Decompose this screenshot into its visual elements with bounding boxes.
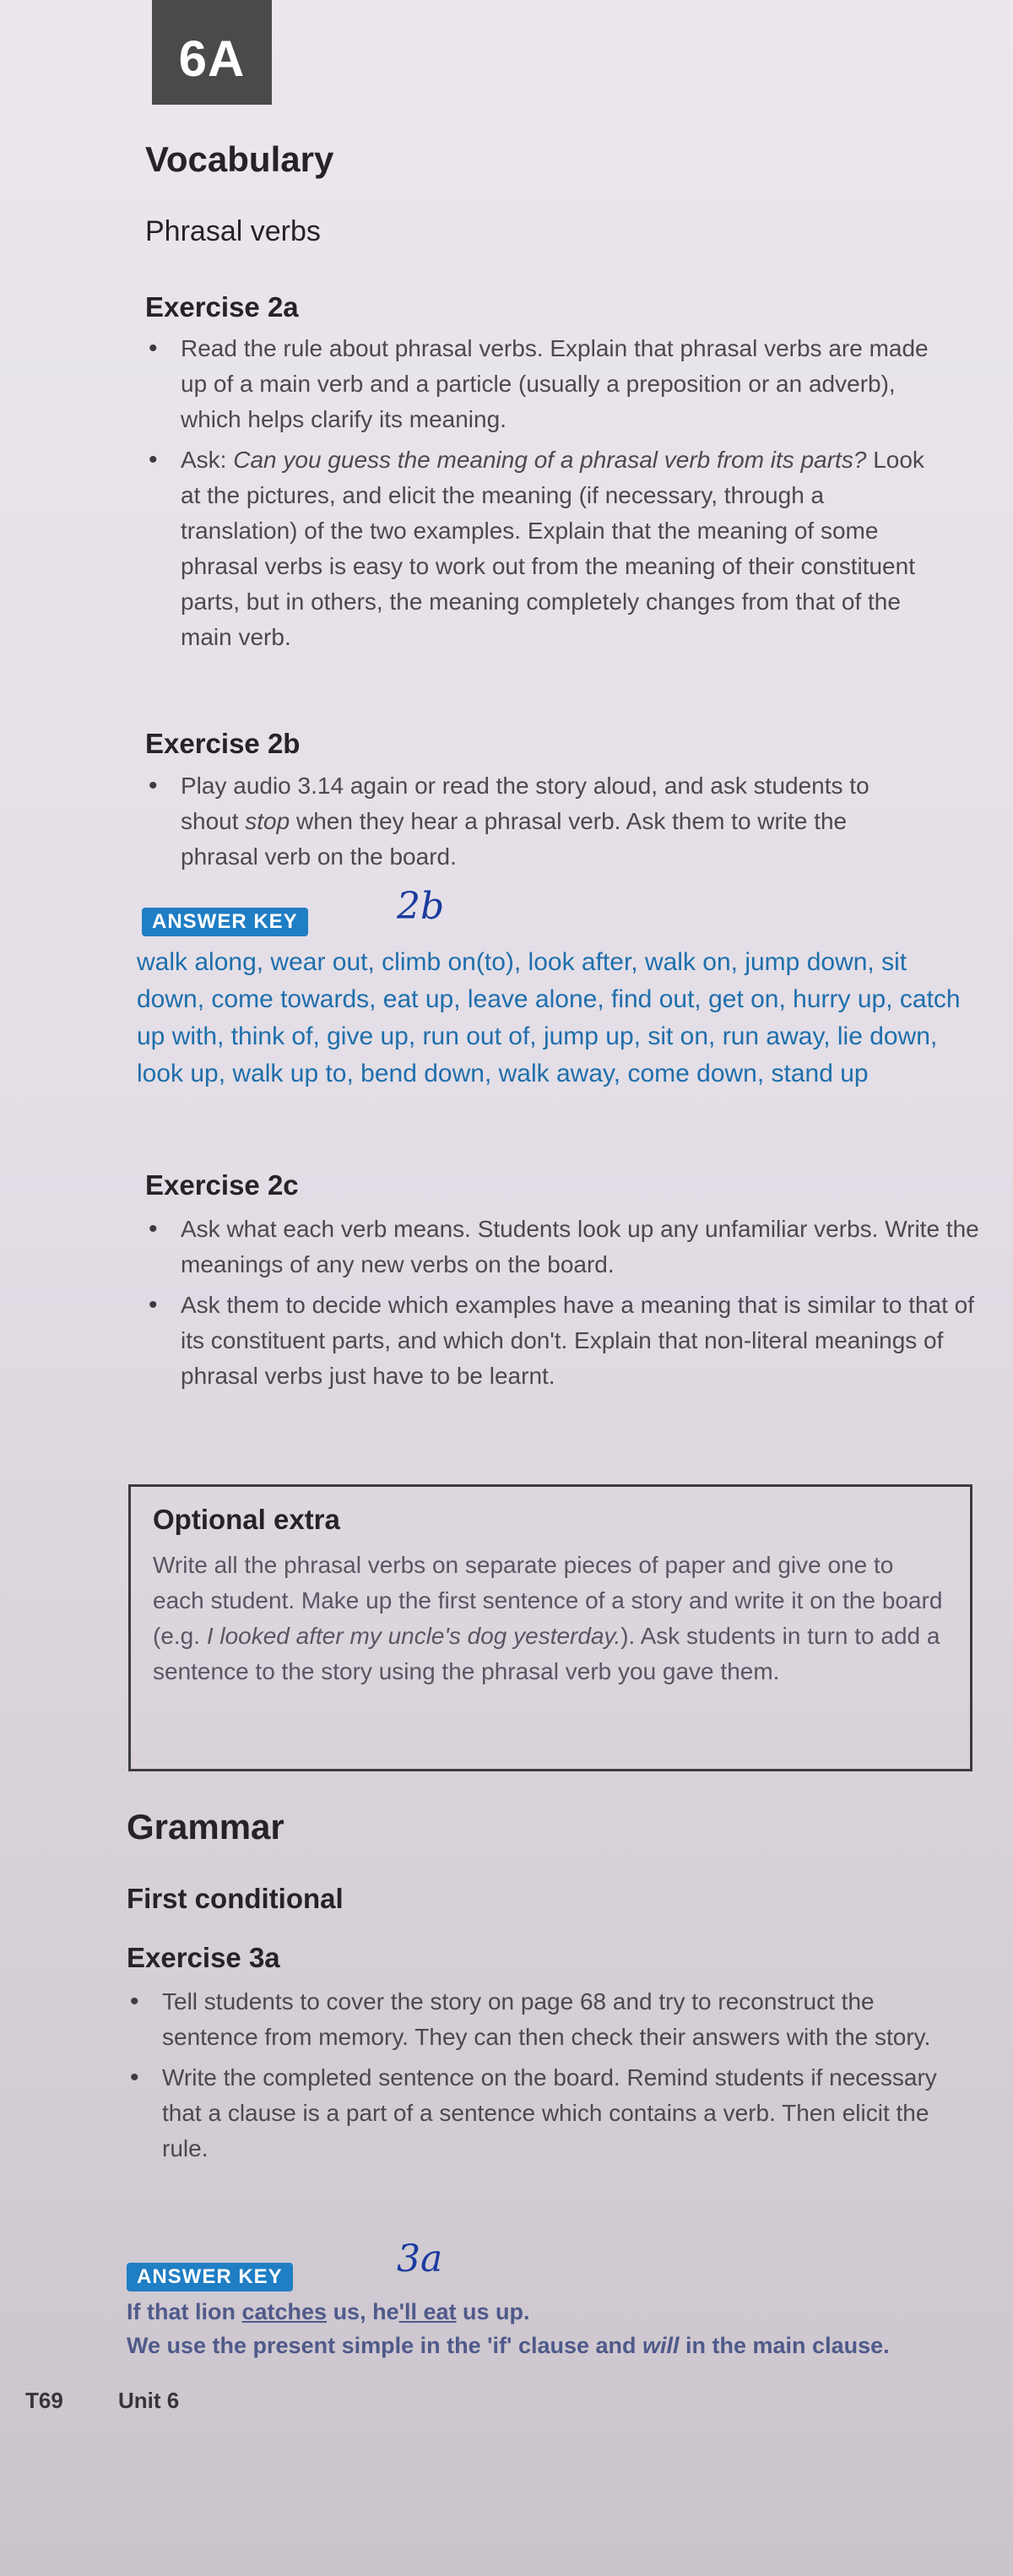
- page-number: T69: [25, 2388, 63, 2413]
- optional-extra-box: [128, 1484, 972, 1771]
- exercise-2a-title: Exercise 2a: [145, 291, 299, 323]
- box-text-part: Write all the phrasal verbs on separate pieces of paper and give one to each student. Make up the first sentence of a story and write it on the board (e.g.: [153, 1552, 943, 1649]
- box-text-part: ). Ask students in turn to add a sentence to the story using the phrasal verb you gave them.: [153, 1623, 940, 1684]
- bullet-text: Ask what each verb means. Students look up any unfamiliar verbs. Write the meanings of any new verbs on the board.: [181, 1216, 979, 1277]
- answer-italic: will: [642, 2333, 680, 2358]
- list-item: [145, 442, 947, 655]
- exercise-2b-title: Exercise 2b: [145, 728, 301, 759]
- answer-part: in the main clause.: [679, 2333, 890, 2358]
- list-item: [145, 331, 947, 437]
- section-heading-vocabulary: Vocabulary: [145, 139, 334, 179]
- handwritten-note: 3a: [397, 2237, 443, 2280]
- bullet-text: Look at the pictures, and elicit the meaning (if necessary, through a translation) of the two examples. Explain that the meaning of some phrasal verbs is easy to work out from the meaning of their constituent parts, but in others, the meaning completely changes from that of the main verb.: [181, 447, 924, 650]
- answer-part: us, he: [327, 2299, 399, 2324]
- subheading-phrasal-verbs: Phrasal verbs: [145, 215, 321, 247]
- answer-part: We use the present simple in the 'if' clause and: [127, 2333, 643, 2358]
- handwritten-note: 2b: [397, 885, 445, 928]
- list-item: [127, 1984, 962, 2055]
- section-heading-grammar: Grammar: [127, 1807, 284, 1847]
- bullet-text: Write the completed sentence on the board. Remind students if necessary that a clause is a part of a sentence which contains a verb. Then elicit the rule.: [162, 2064, 937, 2161]
- optional-extra-title: Optional extra: [153, 1504, 340, 1535]
- exercise-2c-list: [145, 1212, 981, 1394]
- exercise-2c-title: Exercise 2c: [145, 1169, 299, 1201]
- answer-part: If that lion: [127, 2299, 242, 2324]
- bullet-text: Ask them to decide which examples have a meaning that is similar to that of its constituent parts, and which don't. Explain that non-literal meanings of phrasal verbs just have to be learnt.: [181, 1292, 975, 1389]
- bullet-text: Play audio 3.14 again or read the story aloud, and ask students to shout: [181, 773, 869, 834]
- unit-tab: 6A: [152, 0, 272, 105]
- list-item: [145, 768, 905, 875]
- bullet-text: Read the rule about phrasal verbs. Explain that phrasal verbs are made up of a main verb and a particle (usually a preposition or an adverb), which helps clarify its meaning.: [181, 335, 929, 432]
- unit-label: Unit 6: [118, 2388, 180, 2413]
- box-text-example: I looked after my uncle's dog yesterday.: [206, 1623, 621, 1649]
- answer-key-text: walk along, wear out, climb on(to), look after, walk on, jump down, sit down, come towards, eat up, leave alone, find out, get on, hurry up, catch up with, think of, give up, run out of, jump up, sit on, run away, lie down, look up, walk up to, bend down, walk away, come down, stand up: [137, 948, 961, 1087]
- bullet-italic-word: stop: [245, 808, 290, 834]
- list-item: [145, 1212, 981, 1283]
- bullet-prefix: Ask:: [181, 447, 234, 473]
- answer-underlined: catches: [241, 2299, 328, 2324]
- exercise-2b-list: [145, 768, 905, 875]
- exercise-3a-list: [127, 1984, 962, 2167]
- exercise-3a-title: Exercise 3a: [127, 1942, 280, 1973]
- optional-extra-text: [153, 1548, 946, 1689]
- bullet-text: Tell students to cover the story on page 68 and try to reconstruct the sentence from memory. They can then check their answers with the story.: [162, 1988, 931, 2050]
- subheading-first-conditional: First conditional: [127, 1883, 344, 1914]
- answer-key-badge: ANSWER KEY: [127, 2263, 293, 2291]
- answer-key-text: [127, 2295, 971, 2362]
- exercise-2a-list: [145, 331, 947, 655]
- answer-part: us up.: [456, 2299, 530, 2324]
- bullet-italic-question: Can you guess the meaning of a phrasal verb from its parts?: [233, 447, 867, 473]
- answer-key-badge: ANSWER KEY: [142, 908, 308, 936]
- bullet-text: when they hear a phrasal verb. Ask them to write the phrasal verb on the board.: [181, 808, 848, 870]
- list-item: [127, 2060, 962, 2167]
- list-item: [145, 1288, 981, 1394]
- answer-underlined: 'll eat: [398, 2299, 457, 2324]
